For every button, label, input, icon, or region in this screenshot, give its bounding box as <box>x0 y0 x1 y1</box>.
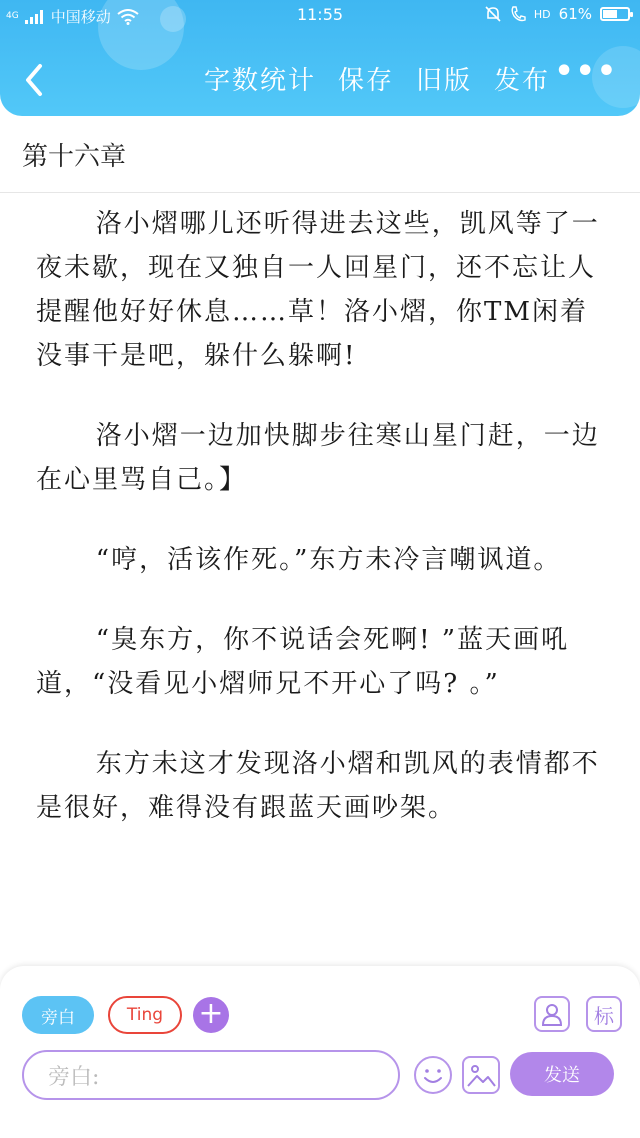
more-button[interactable]: ••• <box>554 54 618 89</box>
call-icon <box>510 5 526 23</box>
signal-type: 4G <box>6 11 19 21</box>
message-input[interactable] <box>22 1050 400 1100</box>
emoji-button[interactable] <box>414 1056 452 1094</box>
back-button[interactable] <box>16 58 56 102</box>
add-role-button[interactable]: + <box>193 997 229 1033</box>
send-button[interactable]: 发送 <box>510 1052 614 1096</box>
mute-icon <box>484 5 502 23</box>
user-icon <box>539 1001 565 1027</box>
role-chip-aside[interactable]: 旁白 <box>22 996 94 1034</box>
role-chip-ting[interactable]: Ting <box>108 996 182 1034</box>
status-bar <box>0 0 640 32</box>
paragraph: “哼，活该作死。”东方未冷言嘲讽道。 <box>95 545 562 575</box>
network-badge: HD <box>533 7 551 21</box>
tag-button[interactable] <box>586 996 622 1032</box>
word-count-button[interactable]: 字数统计 <box>203 66 316 96</box>
battery-icon <box>600 7 630 21</box>
chapter-title[interactable]: 第十六章 <box>22 142 127 172</box>
tag-label: 标 <box>594 1003 614 1028</box>
character-button[interactable] <box>534 996 570 1032</box>
clock: 11:55 <box>296 5 344 24</box>
chapter-content[interactable] <box>36 202 606 866</box>
smiley-icon <box>416 1058 450 1092</box>
paragraph: 东方未这才发现洛小熠和凯风的表情都不是很好，难得没有跟蓝天画吵架。 <box>36 749 600 823</box>
paragraph: “臭东方，你不说话会死啊! ”蓝天画吼道，“没看见小熠师兄不开心了吗? 。” <box>36 625 570 699</box>
carrier-name: 中国移动 <box>50 8 111 26</box>
battery-percent: 61% <box>558 5 592 23</box>
nav-bar <box>0 52 640 108</box>
save-button[interactable]: 保存 <box>337 66 394 96</box>
paragraph: 洛小熠哪儿还听得进去这些，凯风等了一夜未歇，现在又独自一人回星门，还不忘让人提醒他好好休息……草！洛小熠，你TM闲着没事干是吧，躲什么躲啊! <box>36 209 600 371</box>
chevron-left-icon <box>16 58 56 102</box>
old-version-button[interactable]: 旧版 <box>415 66 472 96</box>
app-header <box>0 0 640 116</box>
image-icon <box>464 1058 498 1092</box>
nav-actions <box>204 60 550 97</box>
bottom-strip <box>0 1110 640 1138</box>
publish-button[interactable]: 发布 <box>493 66 550 96</box>
message-placeholder: 旁白: <box>48 1064 100 1090</box>
battery-level <box>603 10 617 18</box>
paragraph: 洛小熠一边加快脚步往寒山星门赶，一边在心里骂自己。】 <box>36 421 600 495</box>
image-button[interactable] <box>462 1056 500 1094</box>
divider <box>0 192 640 193</box>
